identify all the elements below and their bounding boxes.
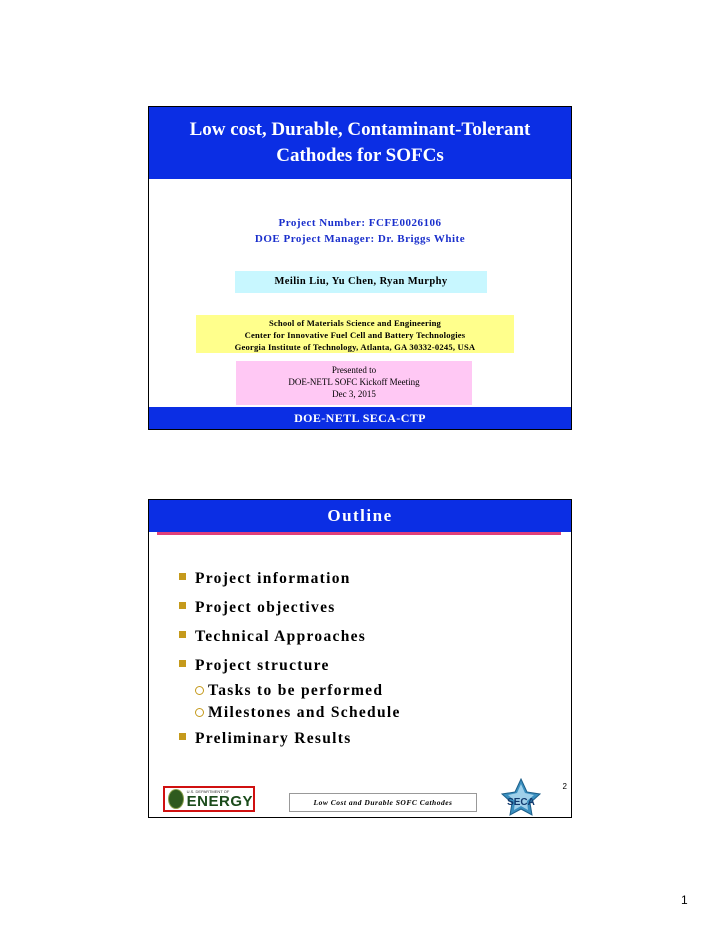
list-item: Technical Approaches [179, 622, 401, 651]
authors-box: Meilin Liu, Yu Chen, Ryan Murphy [235, 271, 487, 293]
slide-title-line1: Low cost, Durable, Contaminant-Tolerant [189, 119, 531, 140]
school-line1: School of Materials Science and Engineering [268, 318, 442, 328]
presented-line1: Presented to [331, 365, 377, 375]
doe-energy-logo [163, 786, 255, 812]
seca-logo-icon [501, 778, 541, 816]
seca-label: SECA [507, 797, 535, 808]
sub-list-item: Milestones and Schedule [179, 702, 401, 724]
school-line3: Georgia Institute of Technology, Atlanta, GA 30332-0245, USA [234, 342, 476, 352]
slide-footer-tag: Low Cost and Durable SOFC Cathodes [289, 793, 477, 812]
slide-title-line2: Cathodes for SOFCs [276, 145, 444, 166]
affiliation-box [196, 315, 514, 353]
slide-footer-banner: DOE-NETL SECA-CTP [149, 407, 571, 429]
list-item: Project objectives [179, 593, 401, 622]
logo-small-text: U.S. DEPARTMENT OF [186, 789, 230, 794]
slide-number: 2 [562, 782, 567, 791]
presented-line2: DOE-NETL SOFC Kickoff Meeting [288, 377, 420, 387]
presented-line3: Dec 3, 2015 [332, 389, 376, 399]
square-bullet-icon [179, 631, 186, 638]
presented-box [236, 361, 472, 405]
title-slide [148, 106, 572, 430]
doe-seal-icon [168, 789, 184, 809]
outline-title: Outline [149, 500, 571, 532]
sub-list-item: Tasks to be performed [179, 680, 401, 702]
list-item: Project information [179, 564, 401, 593]
logo-big-text: ENERGY [186, 793, 253, 810]
circle-bullet-icon [195, 708, 204, 717]
school-line2: Center for Innovative Fuel Cell and Battery Technologies [244, 330, 466, 340]
slide-title-banner [149, 107, 571, 179]
list-item: Preliminary Results [179, 724, 401, 753]
project-number: Project Number: FCFE0026106 [278, 217, 442, 229]
circle-bullet-icon [195, 686, 204, 695]
project-manager: DOE Project Manager: Dr. Briggs White [254, 233, 466, 245]
project-info [149, 215, 571, 247]
square-bullet-icon [179, 602, 186, 609]
square-bullet-icon [179, 573, 186, 580]
square-bullet-icon [179, 733, 186, 740]
list-item: Project structure [179, 651, 401, 680]
outline-slide [148, 499, 572, 818]
title-underline [157, 532, 561, 535]
square-bullet-icon [179, 660, 186, 667]
page-number: 1 [681, 893, 688, 907]
outline-list [179, 564, 401, 753]
